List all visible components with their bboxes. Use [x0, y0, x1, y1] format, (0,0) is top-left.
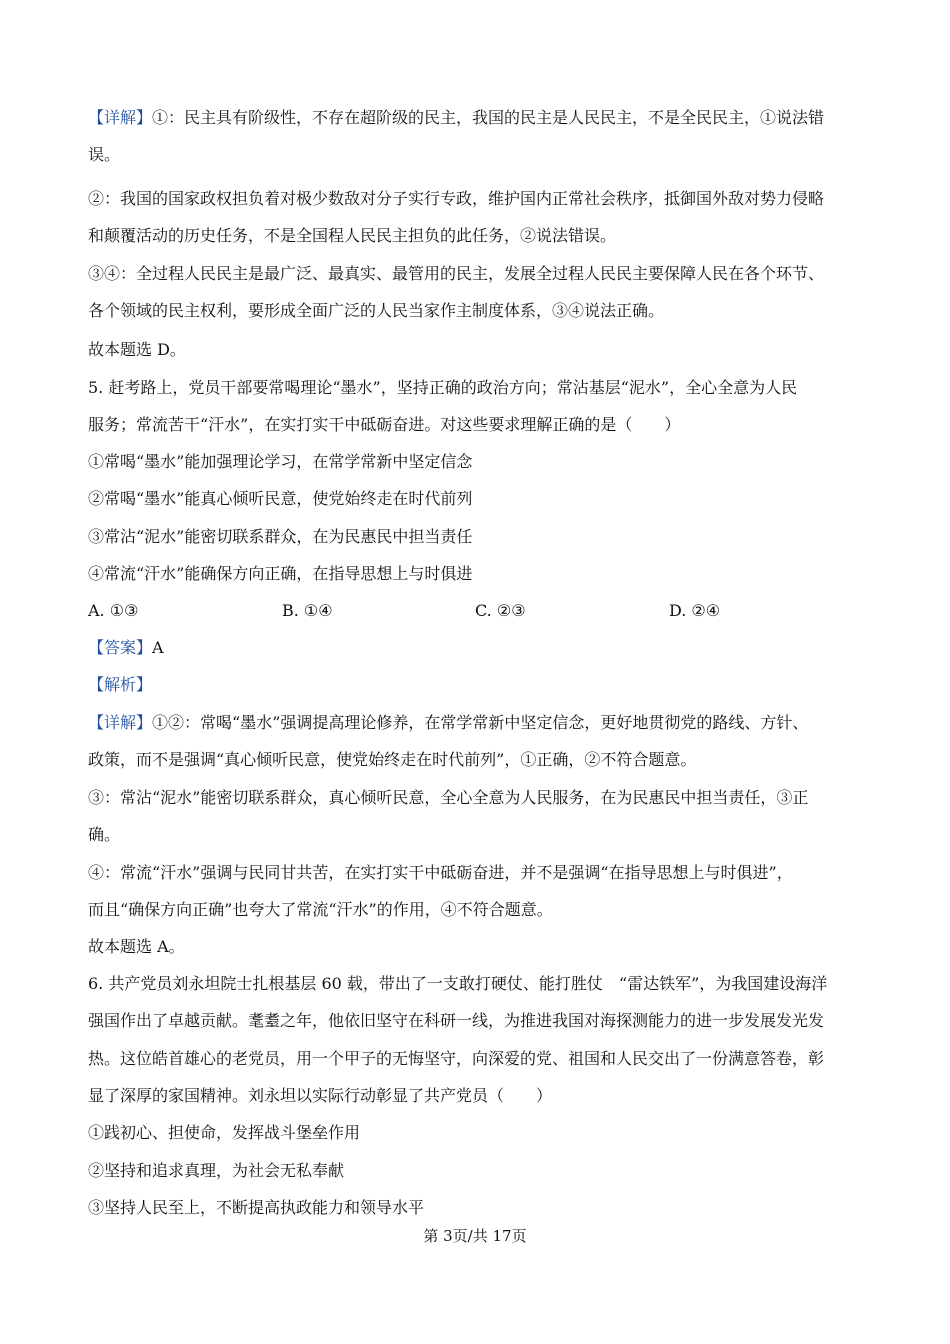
text-line: 误。: [88, 145, 121, 164]
text-line: [88, 713, 808, 733]
detail-tag: 【详解】: [88, 713, 153, 732]
statement-3: ③常沾“泥水”能密切联系群众，在为民惠民中担当责任: [88, 527, 473, 546]
text-line: 而且“确保方向正确”也夸大了常流“汗水”的作用，④不符合题意。: [88, 900, 553, 919]
text-line: 确。: [88, 825, 121, 844]
text-line: [88, 108, 824, 128]
text-line-rest: ①②：常喝“墨水”强调提高理论修养，在常学常新中坚定信念，更好地贯彻党的路线、方针、: [152, 713, 809, 732]
answer-line: [88, 638, 164, 658]
question-6-stem: 显了深厚的家国精神。刘永坦以实际行动彰显了共产党员（ ）: [88, 1086, 553, 1105]
statement-1: ①践初心、担使命，发挥战斗堡垒作用: [88, 1123, 361, 1142]
detail-tag: 【详解】: [88, 108, 153, 127]
answer-tag: 【答案】: [88, 638, 153, 657]
statement-1: ①常喝“墨水”能加强理论学习，在常学常新中坚定信念: [88, 452, 473, 471]
text-line: 各个领域的民主权利，要形成全面广泛的人民当家作主制度体系，③④说法正确。: [88, 301, 665, 320]
option-b: B. ①④: [282, 601, 333, 620]
answer-options: [88, 601, 878, 621]
option-a: A. ①③: [88, 601, 139, 620]
text-line: ③：常沾“泥水”能密切联系群众，真心倾听民意，全心全意为人民服务，在为民惠民中担当责任，③正: [88, 788, 809, 807]
question-6-stem: 热。这位皓首雄心的老党员，用一个甲子的无悔坚守，向深爱的党、祖国和人民交出了一份满意答卷，彰: [88, 1049, 825, 1068]
question-5-stem: 服务；常流苦干“汗水”，在实打实干中砥砺奋进。对这些要求理解正确的是（ ）: [88, 415, 681, 434]
conclusion-line: 故本题选 D。: [88, 340, 186, 359]
statement-2: ②常喝“墨水”能真心倾听民意，使党始终走在时代前列: [88, 489, 473, 508]
statement-3: ③坚持人民至上，不断提高执政能力和领导水平: [88, 1198, 425, 1217]
question-6-stem: 强国作出了卓越贡献。耄耋之年，他依旧坚守在科研一线，为推进我国对海探测能力的进一步发展发光发: [88, 1011, 825, 1030]
text-line: ③④：全过程人民民主是最广泛、最真实、最管用的民主，发展全过程人民民主要保障人民在各个环节、: [88, 264, 825, 283]
statement-2: ②坚持和追求真理，为社会无私奉献: [88, 1161, 345, 1180]
option-d: D. ②④: [669, 601, 721, 620]
analysis-tag: 【解析】: [88, 675, 153, 694]
page-footer: 第 3页/共 17页: [423, 1227, 527, 1245]
answer-value: A: [152, 638, 164, 657]
text-line: 和颠覆活动的历史任务，不是全国程人民民主担负的此任务，②说法错误。: [88, 226, 617, 245]
conclusion-line: 故本题选 A。: [88, 937, 185, 956]
option-c: C. ②③: [475, 601, 526, 620]
statement-4: ④常流“汗水”能确保方向正确，在指导思想上与时俱进: [88, 564, 473, 583]
text-line: ②：我国的国家政权担负着对极少数敌对分子实行专政，维护国内正常社会秩序，抵御国外敌对势力侵略: [88, 189, 825, 208]
text-line: ④：常流“汗水”强调与民同甘共苦，在实打实干中砥砺奋进，并不是强调“在指导思想上与时俱进”，: [88, 863, 793, 882]
question-5-stem: 5. 赶考路上，党员干部要常喝理论“墨水”，坚持正确的政治方向；常沾基层“泥水”，全心全意为人民: [88, 378, 798, 397]
text-line: 政策，而不是强调“真心倾听民意，使党始终走在时代前列”，①正确，②不符合题意。: [88, 750, 697, 769]
question-6-stem: 6. 共产党员刘永坦院士扎根基层 60 载，带出了一支敢打硬仗、能打胜仗 “雷达铁军”，为我国建设海洋: [88, 974, 828, 993]
text-line-rest: ①：民主具有阶级性，不存在超阶级的民主，我国的民主是人民民主，不是全民民主，①说法错: [152, 108, 825, 127]
